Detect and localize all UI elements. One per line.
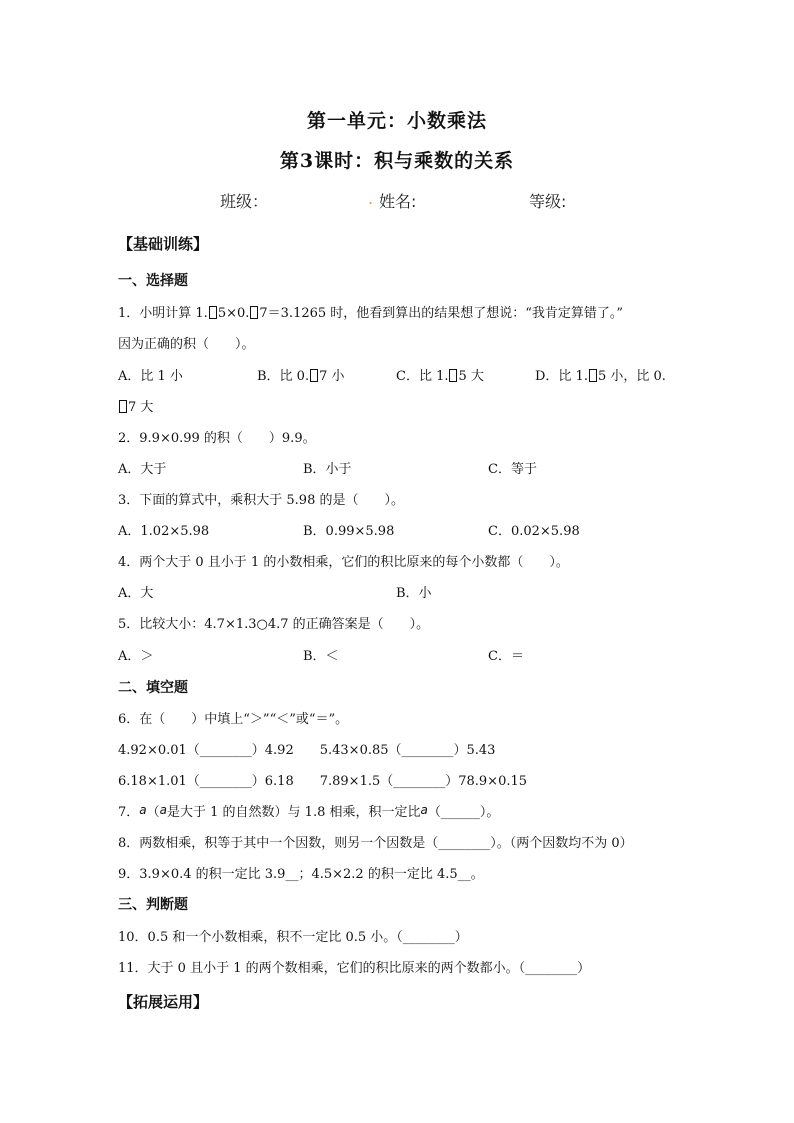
q1-option-b: B．比 0. 7 小	[257, 369, 345, 384]
question-4: 4．两个大于 0 且小于 1 的小数相乘，它们的积比原来的每个小数都（ ）。	[118, 555, 569, 570]
question-6-row-1: 4.92×0.01（________）4.92 5.43×0.85（________）5.43	[118, 743, 496, 758]
section-basic-training: 【基础训练】	[118, 235, 209, 253]
class-label: 班级：	[220, 192, 269, 211]
q4-option-b: B．小	[396, 586, 432, 601]
q3-option-b: B．0.99×5.98	[303, 524, 395, 539]
part-choice-heading: 一、选择题	[118, 273, 188, 289]
q1-option-d: D．比 1. 5 小，比 0.	[535, 369, 666, 384]
question-7: 7．a（a是大于 1 的自然数）与 1.8 相乘，积一定比a（______）。	[118, 803, 500, 820]
lesson-subtitle: 第3课时：积与乘数的关系	[279, 150, 515, 172]
question-3: 3．下面的算式中，乘积大于 5.98 的是（ ）。	[118, 493, 404, 508]
q5-option-c: C．＝	[488, 649, 524, 664]
question-10: 10．0.5 和一个小数相乘，积不一定比 0.5 小。（________）	[118, 930, 468, 945]
decorative-dot: .	[368, 189, 374, 208]
question-8: 8．两数相乘，积等于其中一个因数，则另一个因数是（________）。（两个因数均不为 0）	[118, 836, 633, 851]
blank-box-icon	[310, 369, 318, 382]
section-extend-application: 【拓展运用】	[118, 993, 209, 1011]
part-judge-heading: 三、判断题	[118, 897, 188, 913]
question-6-row-2: 6.18×1.01（________）6.18 7.89×1.5（________）78.9×0.15	[118, 774, 528, 789]
part-fill-heading: 二、填空题	[118, 680, 188, 696]
question-9: 9．3.9×0.4 的积一定比 3.9__；4.5×2.2 的积一定比 4.5__。	[118, 867, 484, 882]
page-title: 第一单元：小数乘法	[306, 110, 487, 132]
q2-option-b: B．小于	[303, 462, 352, 477]
grade-label: 等级:	[529, 192, 567, 211]
blank-box-icon	[209, 306, 217, 319]
q5-option-b: B．＜	[303, 649, 339, 664]
blank-box-icon	[250, 306, 258, 319]
question-1: 1．小明计算 1. 5×0. 7＝3.1265 时，他看到算出的结果想了想说：“我肯定算错了。”	[118, 306, 624, 321]
q5-option-a: A．＞	[118, 649, 154, 664]
q2-option-a: A．大于	[118, 462, 167, 477]
q2-option-c: C．等于	[488, 462, 537, 477]
question-2: 2．9.9×0.99 的积（ ）9.9。	[118, 431, 316, 446]
question-1-line-2: 因为正确的积（ ）。	[118, 337, 255, 352]
blank-box-icon	[449, 369, 457, 382]
q1-option-c: C．比 1. 5 大	[396, 369, 484, 384]
q1-option-a: A．比 1 小	[118, 369, 183, 384]
q4-option-a: A．大	[118, 586, 154, 601]
question-6: 6．在（ ）中填上“＞”“＜”或“＝”。	[118, 712, 349, 727]
name-label: 姓名:	[379, 192, 417, 211]
blank-box-icon	[589, 369, 597, 382]
q3-option-a: A．1.02×5.98	[118, 524, 210, 539]
blank-box-icon	[119, 400, 127, 413]
q1-option-d-continued: 7 大	[118, 396, 153, 415]
question-11: 11．大于 0 且小于 1 的两个数相乘，它们的积比原来的两个数都小。（________）	[118, 961, 591, 976]
q3-option-c: C．0.02×5.98	[488, 524, 580, 539]
question-5: 5．比较大小：4.7×1.3○4.7 的正确答案是（ ）。	[118, 617, 430, 632]
